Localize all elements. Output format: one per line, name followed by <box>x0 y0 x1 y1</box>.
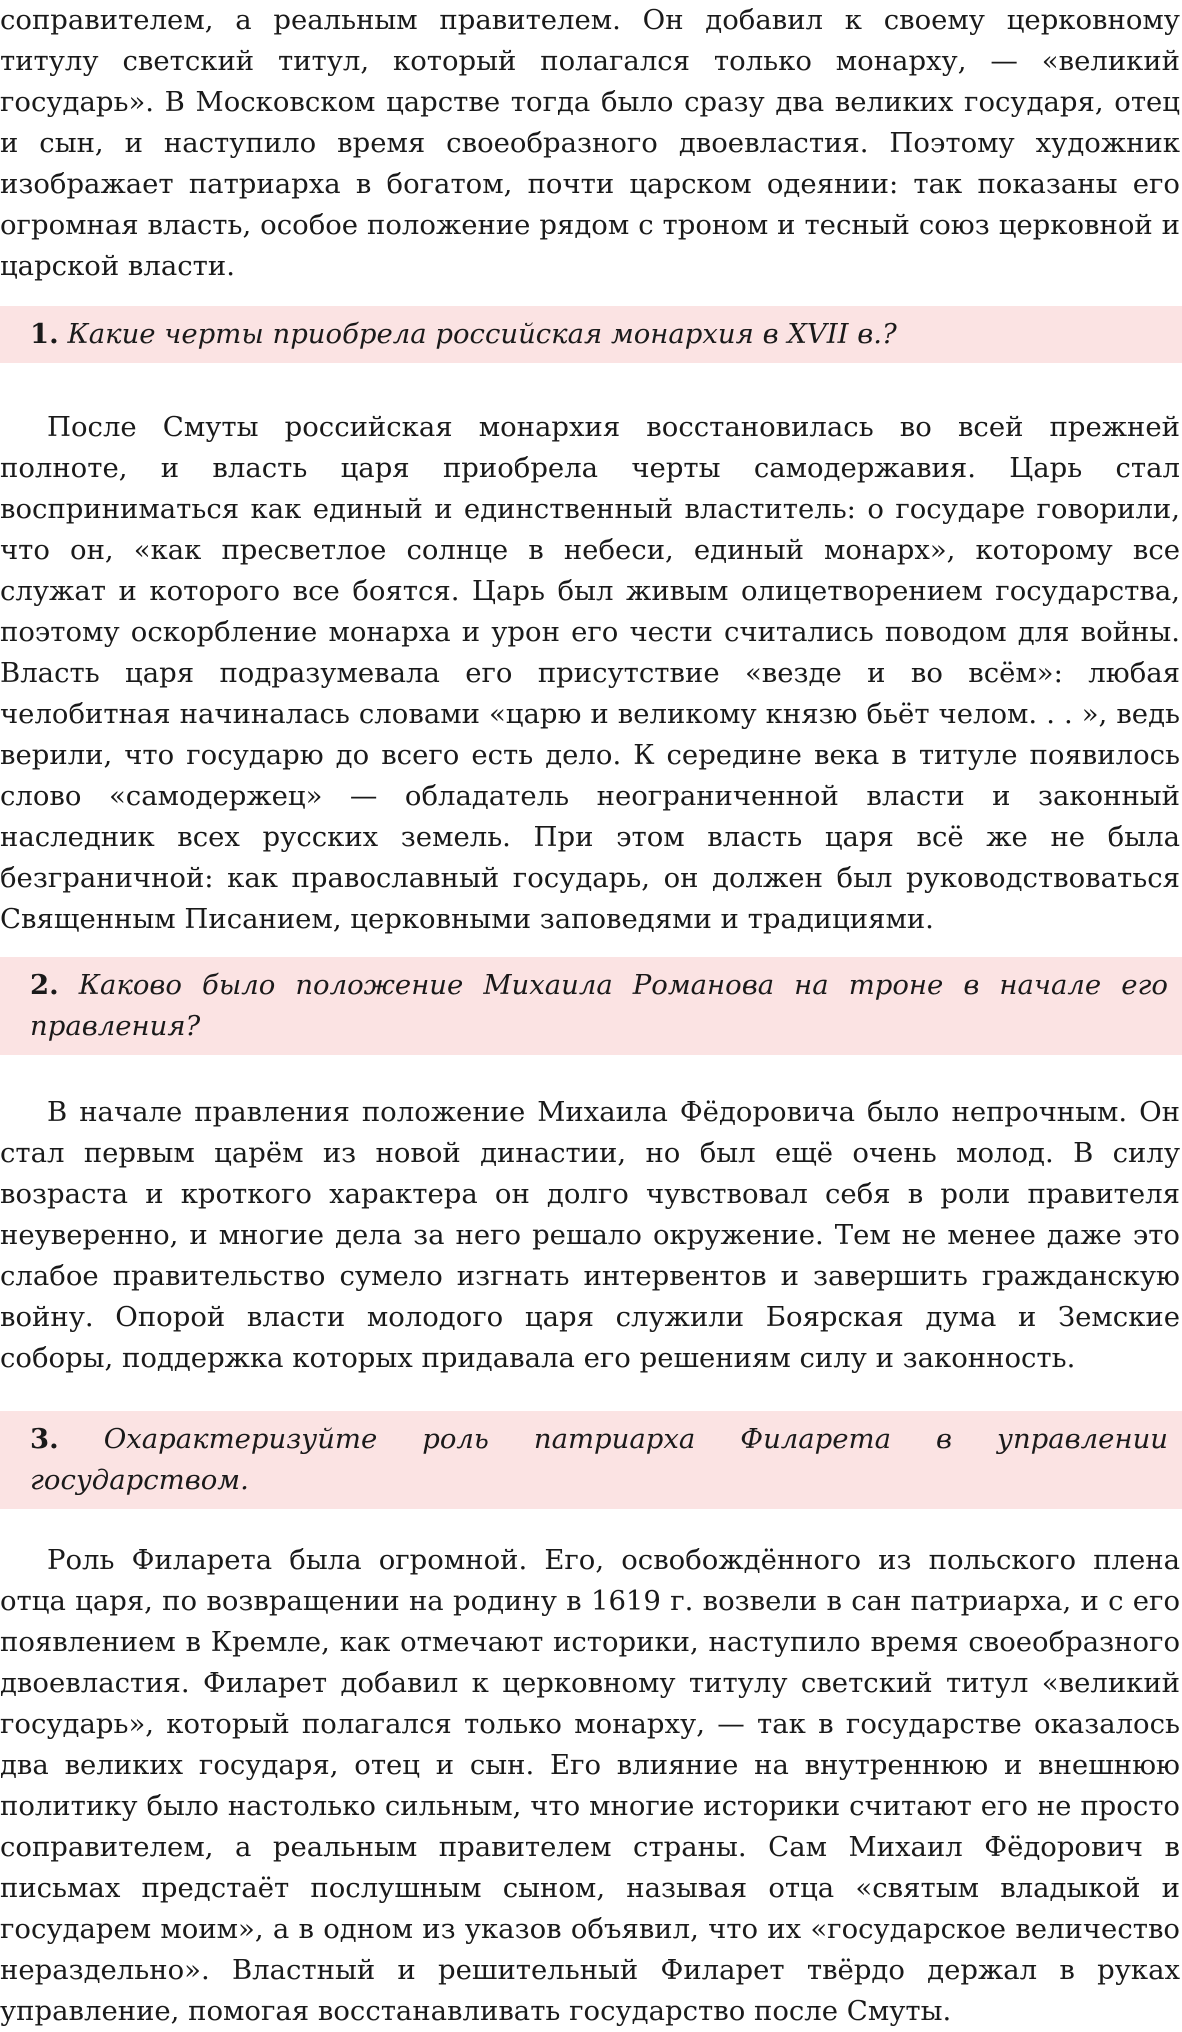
question-text: Охарактеризуйте роль патриарха Филарета в управлении государством. <box>30 1423 1168 1496</box>
question-block-3 <box>0 1411 1182 1509</box>
answer-paragraph-1: После Смуты российская монархия восстановилась во всей прежней полноте, и власть царя приобрела черты самодержавия. Царь стал восприниматься как единый и единственный властитель: о государе говорили, что он, «как пресветлое солнце в небеси, единый монарх», которому все служат и которого все боятся. Царь был живым олицетворением государства, поэтому оскорбление монарха и урон его чести считались поводом для войны. Власть царя подразумевала его присутствие «везде и во всём»: любая челобитная начиналась словами «царю и великому князю бьёт челом. . . », ведь верили, что государю до всего есть дело. К середине века в титуле появилось слово «самодержец» — обладатель неограниченной власти и законный наследник всех русских земель. При этом власть царя всё же не была безграничной: как православный государь, он должен был руководствоваться Священным Писанием, церковными заповедями и традициями. <box>0 411 1180 935</box>
question-block-2 <box>0 957 1182 1055</box>
answer-paragraph-2: В начале правления положение Михаила Фёдоровича было непрочным. Он стал первым царём из новой династии, но был ещё очень молод. В силу возраста и кроткого характера он долго чувствовал себя в роли правителя неуверенно, и многие дела за него решало окружение. Тем не менее даже это слабое правительство сумело изгнать интервентов и завершить гражданскую войну. Опорой власти молодого царя служили Боярская дума и Земские соборы, поддержка которых придавала его решениям силу и законность. <box>0 1096 1180 1374</box>
question-text: Какие черты приобрела российская монархия в XVII в.? <box>67 318 897 350</box>
question-number: 2. <box>30 969 59 1001</box>
question-text: Каково было положение Михаила Романова на троне в начале его правления? <box>30 969 1168 1042</box>
question-number: 1. <box>30 318 59 350</box>
answer-paragraph-3: Роль Филарета была огромной. Его, освобождённого из польского плена отца царя, по возвращении на родину в 1619 г. возвели в сан патриарха, и с его появлением в Кремле, как отмечают историки, наступило время своеобразного двоевластия. Филарет добавил к церковному титулу светский титул «великий государь», который полагался только монарху, — так в государстве оказалось два великих государя, отец и сын. Его влияние на внутреннюю и внешнюю политику было настолько сильным, что многие историки считают его не просто соправителем, а реальным правителем страны. Сам Михаил Фёдорович в письмах предстаёт послушным сыном, называя отца «святым владыкой и государем моим», а в одном из указов объявил, что их «государское величество нераздельно». Властный и решительный Филарет твёрдо держал в руках управление, помогая восстанавливать государство после Смуты. <box>0 1544 1180 2027</box>
question-number: 3. <box>30 1423 59 1455</box>
question-block-1 <box>0 306 1182 363</box>
intro-paragraph: соправителем, а реальным правителем. Он добавил к своему церковному титулу светский титул, который полагался только монарху, — «великий государь». В Московском царстве тогда было сразу два великих государя, отец и сын, и наступило время своеобразного двоевластия. Поэтому художник изображает патриарха в богатом, почти царском одеянии: так показаны его огромная власть, особое положение рядом с троном и тесный союз церковной и царской власти. <box>0 4 1180 282</box>
